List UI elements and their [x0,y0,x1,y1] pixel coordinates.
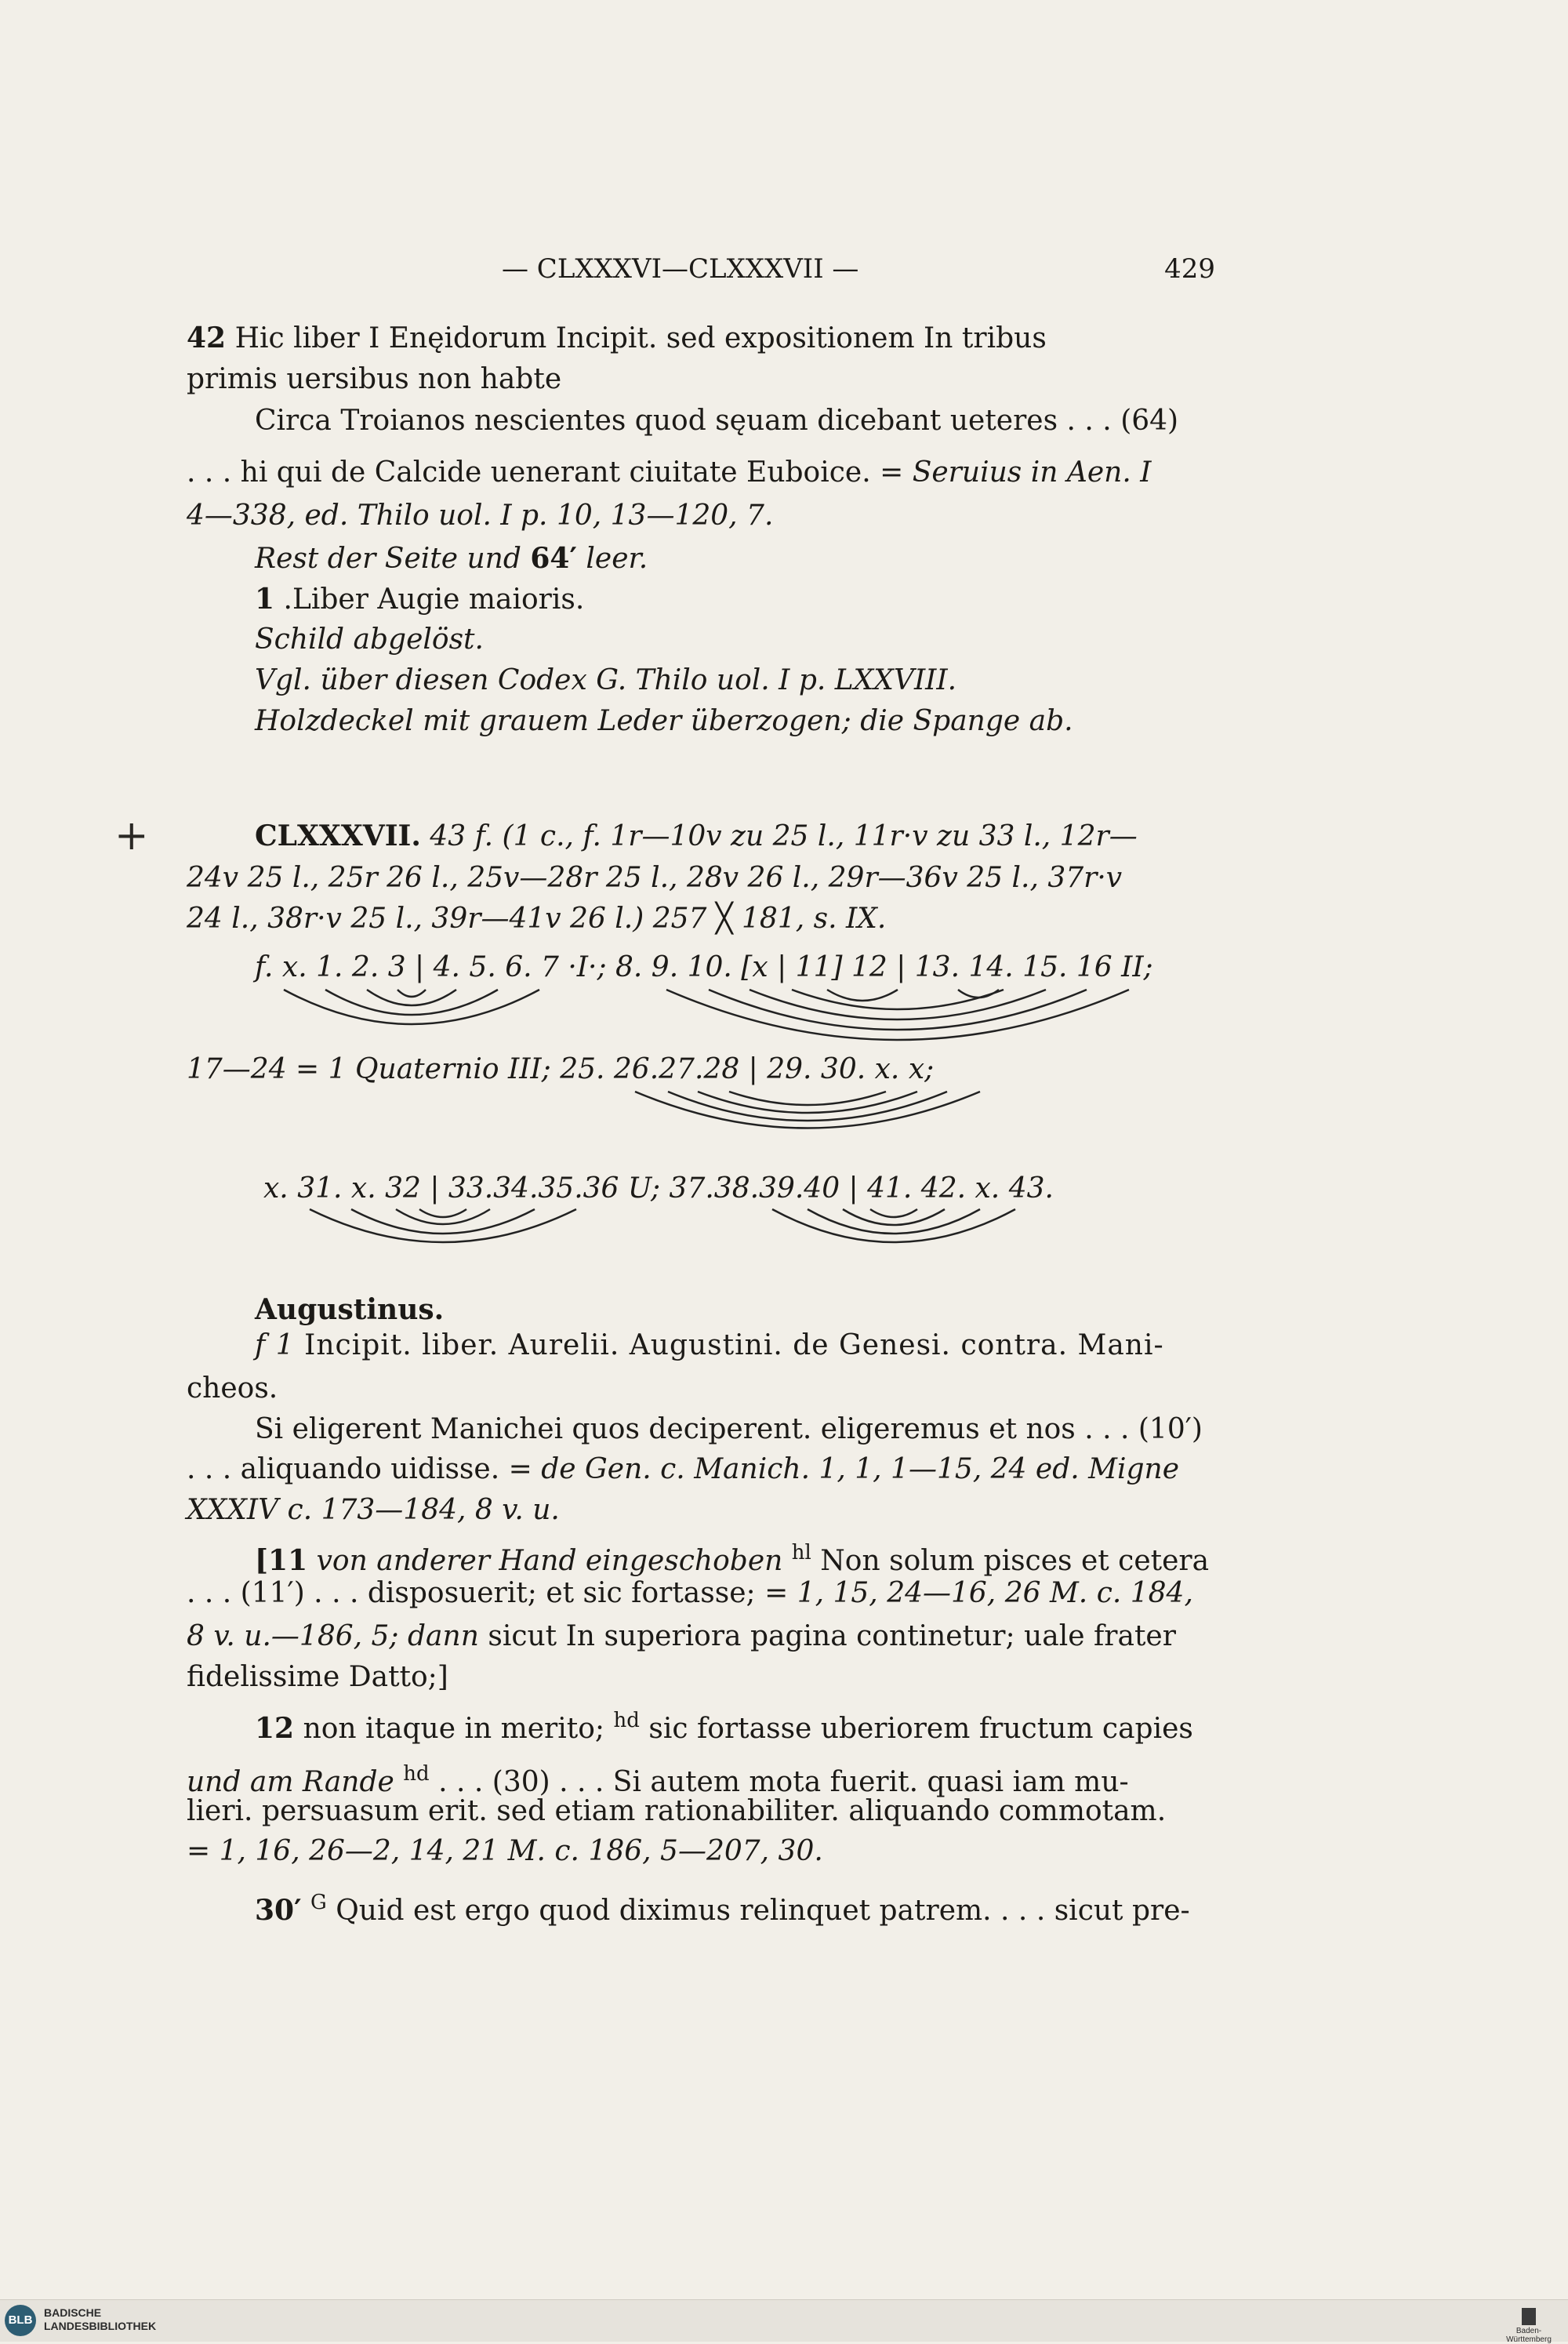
quire-arc [419,1209,466,1217]
text-line: 42 Hic liber I Enęidorum Incipit. sed expositionem In tribus [187,322,1047,354]
section-heading: Augustinus. [255,1293,445,1326]
text-line: Si eligerent Manichei quos deciperent. eligeremus et nos . . . (10′) [255,1413,1203,1445]
text-line: 24v 25 l., 25r 26 l., 25v—28r 25 l., 28v 26 l., 29r—36v 25 l., 37r·v [187,862,1123,894]
text-line: [11 von anderer Hand eingeschoben $^{hl}$ Non solum pisces et cetera [255,1541,1210,1577]
text-line: = 1, 16, 26—2, 14, 21 M. c. 186, 5—207, 30. [187,1835,823,1867]
quire-formula-line: f. x. 1. 2. 3 | 4. 5. 6. 7 ·I·; 8. 9. 10. [x | 11] 12 | 13. 14. 15. 16 II; [255,951,1153,983]
text-line: Circa Troianos nescientes quod sęuam dicebant ueteres . . . (64) [255,405,1179,437]
text-line: . . . (11′) . . . disposuerit; et sic fortasse; = 1, 15, 24—16, 26 M. c. 184, [187,1577,1193,1609]
text-line: XXXIV c. 173—184, 8 v. u. [187,1494,560,1526]
state-logo: Baden-Württemberg [1497,2308,1560,2344]
quire-arc [958,990,999,998]
page-number: 429 [1164,253,1215,285]
text-line: 1 .Liber Augie maioris. [255,583,585,616]
text-line: 8 v. u.—186, 5; dann sicut In superiora pagina continetur; uale frater [187,1620,1176,1652]
text-line: . . . hi qui de Calcide uenerant ciuitate Euboice. = Seruius in Aen. I [187,456,1152,489]
library-name: BADISCHE LANDESBIBLIOTHEK [44,2306,157,2332]
quire-arc [729,1092,886,1105]
text-line: Rest der Seite und 64′ leer. [255,542,648,575]
quire-arc [666,990,1129,1040]
library-footer-bar [0,2299,1568,2342]
quire-formula-line: x. 31. x. 32 | 33.34.35.36 U; 37.38.39.40 | 41. 42. x. 43. [263,1172,1054,1205]
text-line: fidelissime Datto;] [187,1661,448,1693]
text-line: und am Rande $^{hd}$ . . . (30) . . . Si autem mota fuerit. quasi iam mu- [187,1762,1129,1798]
quire-arc [792,990,1004,1009]
text-line: lieri. persuasum erit. sed etiam rationabiliter. aliquando commotam. [187,1795,1167,1827]
quire-arc [351,1209,535,1234]
quire-arc [284,990,539,1024]
quire-arc [397,990,426,997]
text-line: 12 non itaque in merito; $^{hd}$ sic fortasse uberiorem fructum capies [255,1709,1193,1745]
codex-entry-heading: CLXXXVII. 43 f. (1 c., f. 1r—10v zu 25 l., 11r·v zu 33 l., 12r— [255,819,1138,852]
text-line: 24 l., 38r·v 25 l., 39r—41v 26 l.) 257 ╳ 181, s. IX. [187,903,887,935]
quire-arc [325,990,498,1015]
quire-arc [310,1209,576,1242]
text-line: Schild abgelöst. [255,623,484,656]
quire-arc [808,1209,980,1234]
margin-cross-mark: + [114,812,149,859]
text-line: 30′ $^G$ Quid est ergo quod diximus relinquet patrem. . . . sicut pre- [255,1891,1190,1927]
quire-arc [698,1092,917,1113]
quire-arc [750,990,1046,1019]
running-title: — CLXXXVI—CLXXXVII — [502,253,859,285]
quire-arc [870,1209,917,1217]
text-line: primis uersibus non habte [187,363,562,395]
library-logo[interactable]: BLB [5,2305,36,2336]
text-line: . . . aliquando uidisse. = de Gen. c. Manich. 1, 1, 1—15, 24 ed. Migne [187,1453,1180,1485]
text-line: 4—338, ed. Thilo uol. I p. 10, 13—120, 7. [187,500,774,532]
text-line: Vgl. über diesen Codex G. Thilo uol. I p. LXXVIII. [255,664,957,696]
crest-icon [1522,2308,1536,2325]
quire-arc [635,1092,980,1128]
text-line: f 1 Incipit. liber. Aurelii. Augustini. de Genesi. contra. Mani- [255,1329,1164,1361]
text-line: cheos. [187,1372,278,1405]
text-line: Holzdeckel mit grauem Leder überzogen; die Spange ab. [255,705,1073,737]
quire-formula-line: 17—24 = 1 Quaternio III; 25. 26.27.28 | 29. 30. x. x; [187,1053,935,1085]
quire-arc [827,990,898,1001]
